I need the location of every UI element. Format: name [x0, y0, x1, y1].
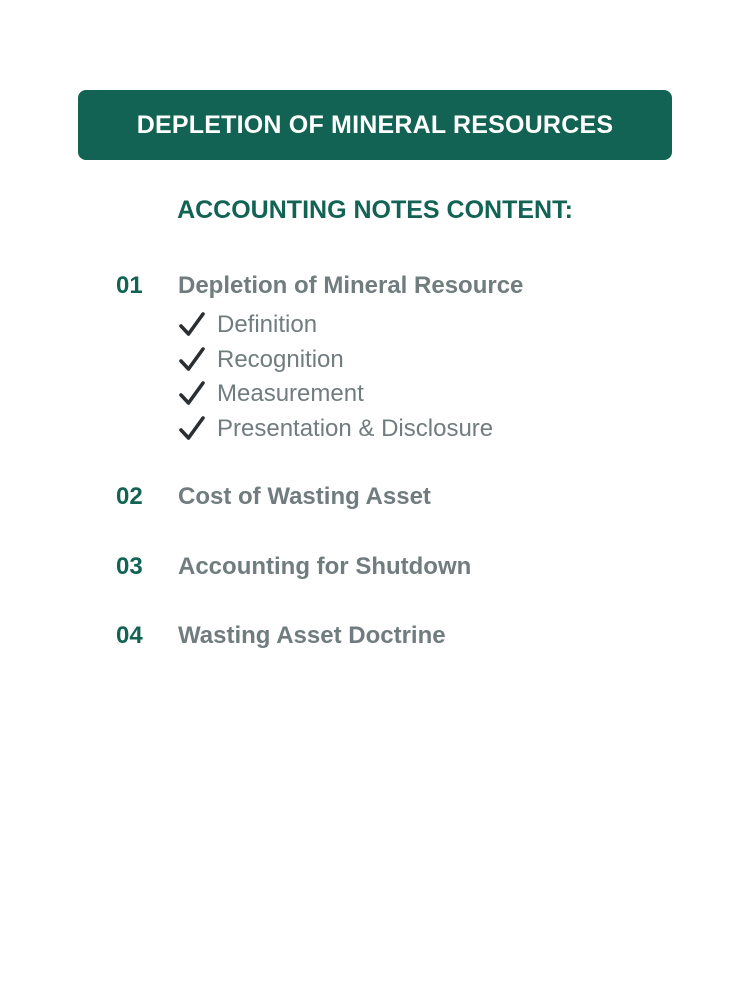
toc-label: Wasting Asset Doctrine — [178, 622, 446, 649]
check-icon — [178, 415, 206, 443]
sub-item-label: Recognition — [217, 345, 344, 373]
list-item — [178, 308, 676, 343]
toc-number: 03 — [116, 553, 143, 580]
sub-item-label: Definition — [217, 311, 318, 339]
toc-number: 02 — [116, 483, 143, 510]
toc-number: 01 — [116, 272, 143, 299]
toc-label: Depletion of Mineral Resource — [178, 272, 524, 299]
check-icon — [178, 346, 206, 374]
list-item — [178, 412, 676, 447]
title-banner — [78, 90, 672, 160]
section-subtitle: ACCOUNTING NOTES CONTENT: — [177, 196, 573, 224]
toc-sublist — [178, 308, 676, 446]
check-icon — [178, 380, 206, 408]
toc-label: Cost of Wasting Asset — [178, 483, 431, 510]
toc-item-01 — [116, 272, 676, 446]
check-icon — [178, 311, 206, 339]
page-title: DEPLETION OF MINERAL RESOURCES — [136, 110, 614, 139]
toc-label: Accounting for Shutdown — [178, 553, 472, 580]
list-item — [178, 343, 676, 378]
sub-item-label: Measurement — [217, 380, 364, 408]
toc-item-03 — [116, 553, 676, 581]
sub-item-label: Presentation & Disclosure — [217, 415, 494, 443]
list-item — [178, 377, 676, 412]
toc-item-02 — [116, 483, 676, 511]
toc-item-04 — [116, 622, 676, 650]
toc-number: 04 — [116, 622, 143, 649]
